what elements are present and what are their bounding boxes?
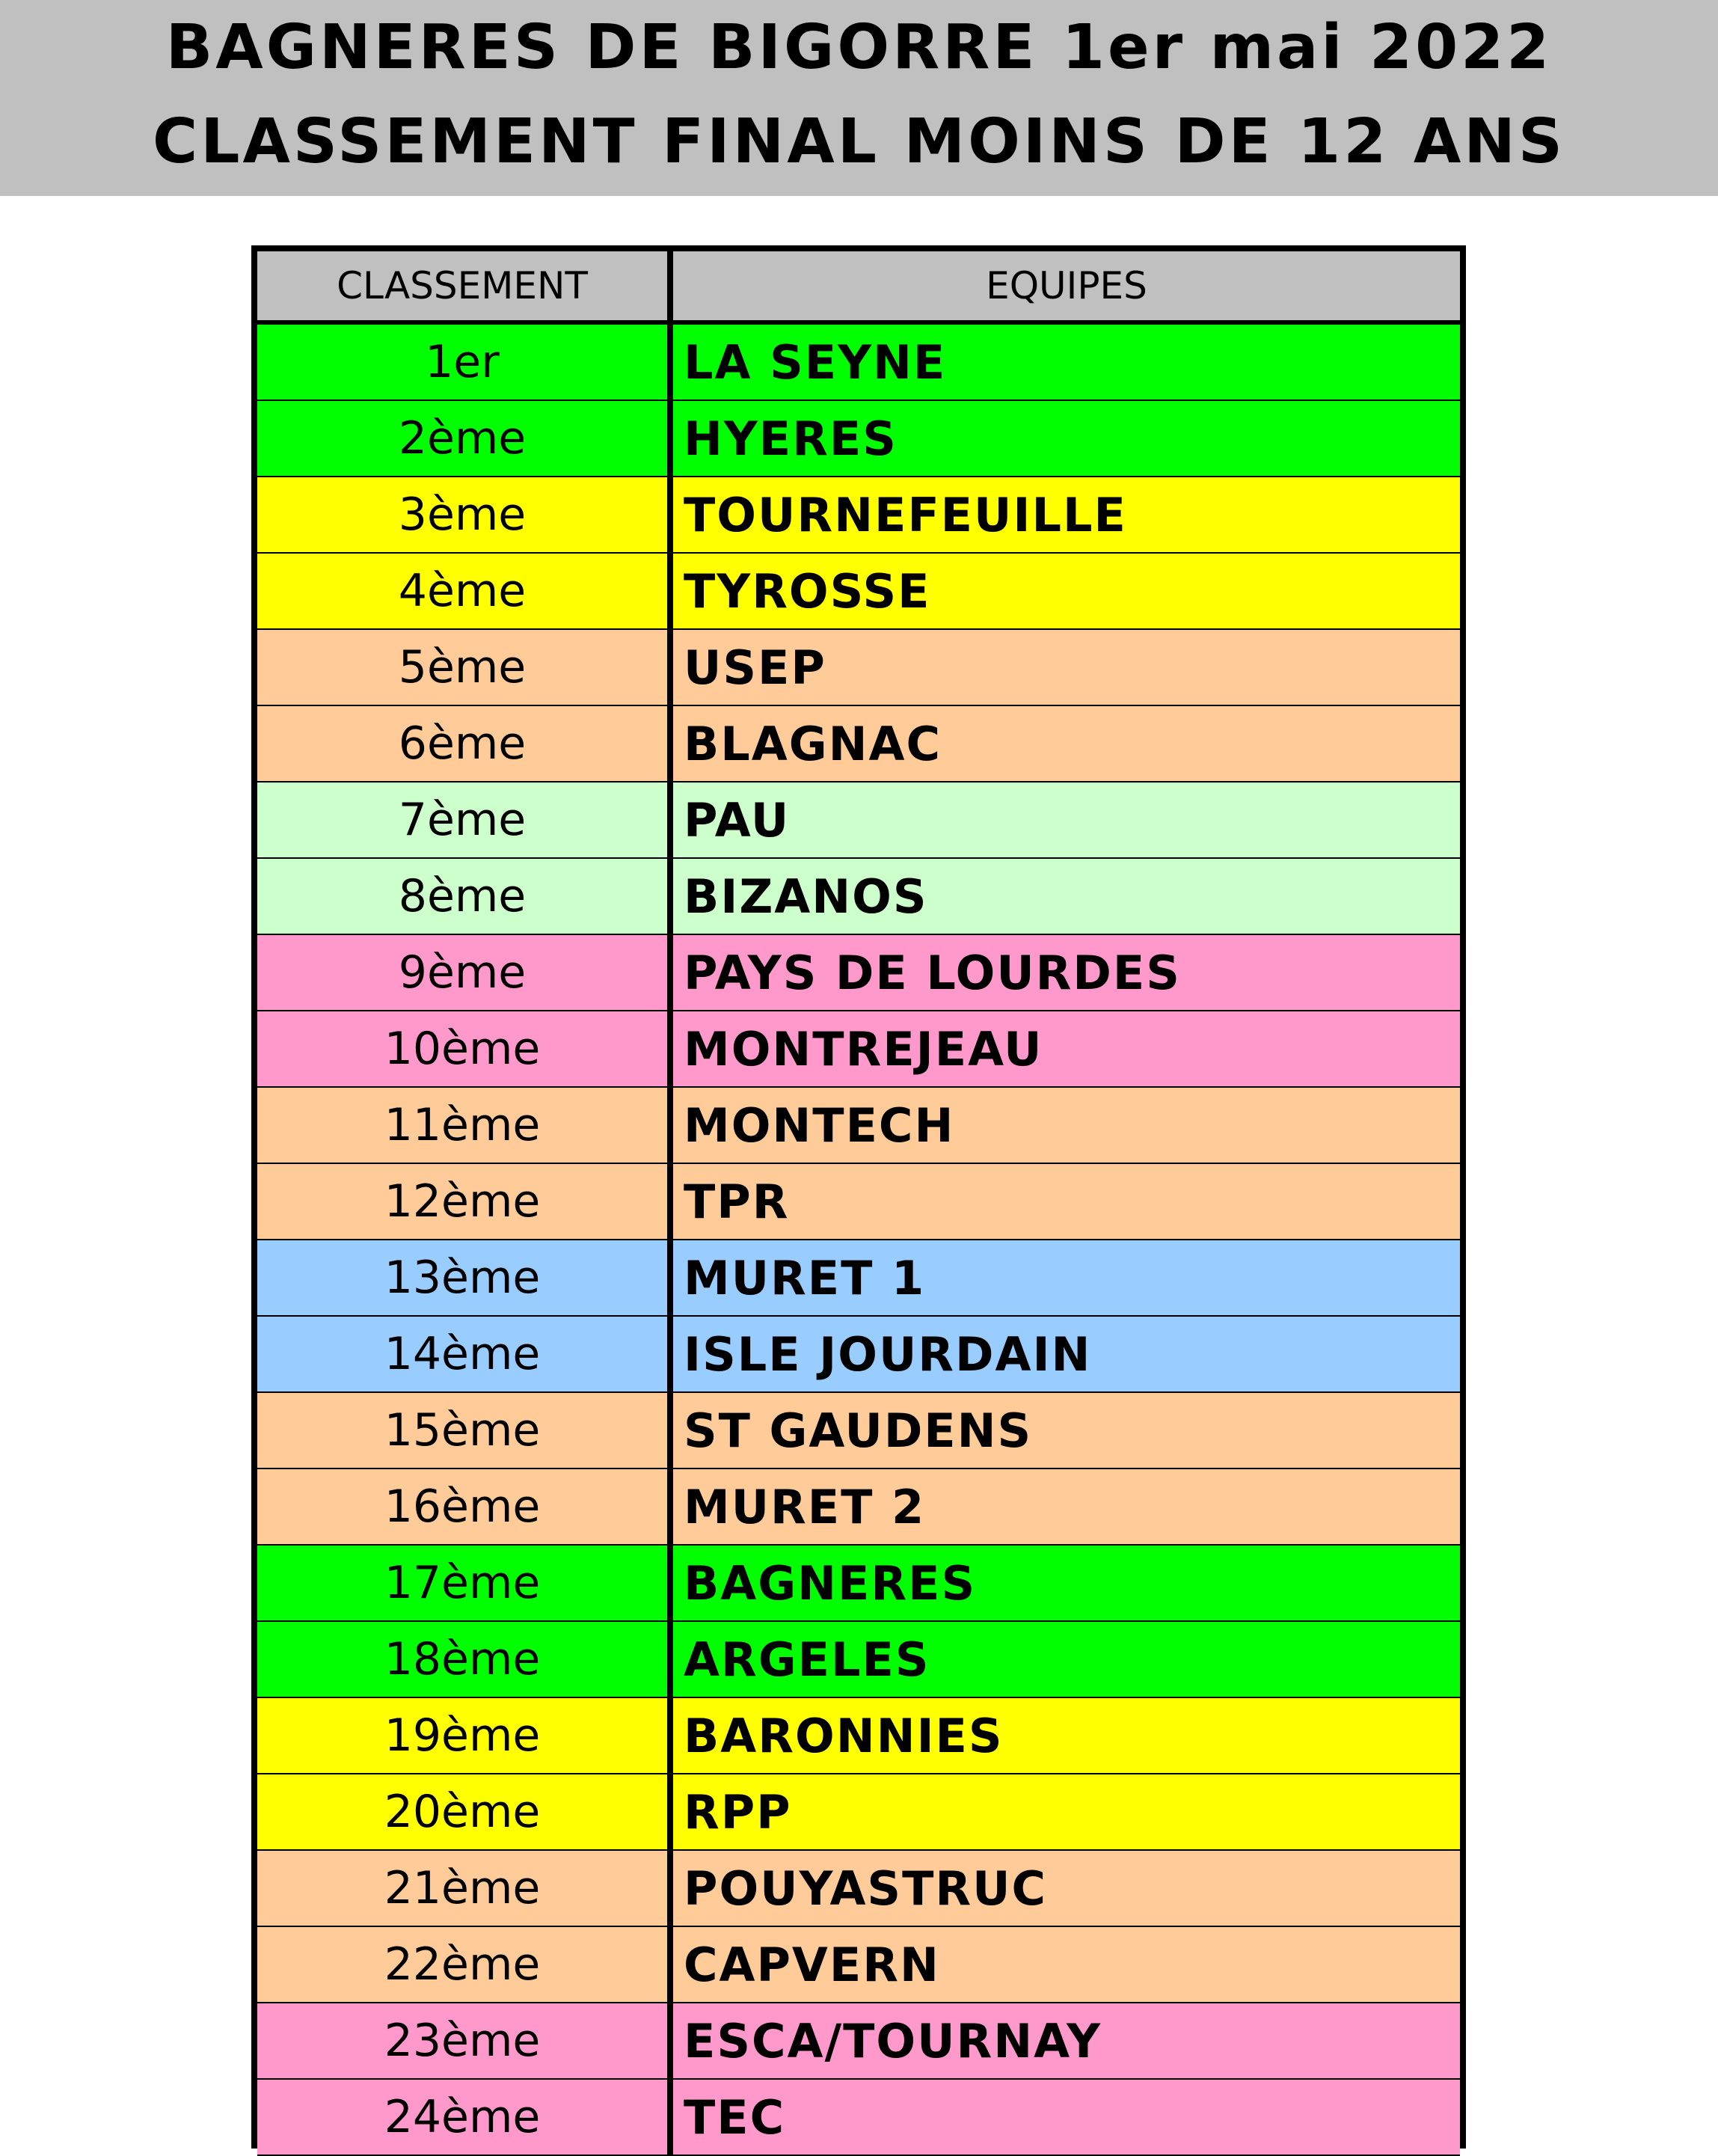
document-subtitle: CLASSEMENT FINAL MOINS DE 12 ANS <box>153 106 1565 177</box>
team-cell: TYROSSE <box>684 563 931 619</box>
table-row <box>257 630 1460 706</box>
team-cell: BLAGNAC <box>684 716 942 771</box>
table-row <box>257 1393 1460 1469</box>
rank-cell: 10ème <box>257 1011 673 1086</box>
rank-cell: 3ème <box>257 477 673 552</box>
team-cell: BARONNIES <box>684 1708 1004 1763</box>
table-row <box>257 1011 1460 1088</box>
rank-cell: 8ème <box>257 859 673 934</box>
header-team: EQUIPES <box>986 264 1147 307</box>
team-cell: TPR <box>684 1174 790 1229</box>
table-row <box>257 1927 1460 2003</box>
team-cell: MURET 2 <box>684 1479 926 1534</box>
table-row <box>257 1546 1460 1622</box>
rank-cell: 15ème <box>257 1393 673 1468</box>
table-row <box>257 1317 1460 1393</box>
table-row <box>257 1469 1460 1546</box>
table-row <box>257 1240 1460 1317</box>
rank-cell: 5ème <box>257 630 673 705</box>
rank-cell: 19ème <box>257 1698 673 1773</box>
team-cell: TOURNEFEUILLE <box>684 487 1127 542</box>
table-row <box>257 859 1460 935</box>
team-cell: RPP <box>684 1784 792 1840</box>
rank-cell: 9ème <box>257 935 673 1010</box>
table-row <box>257 783 1460 859</box>
table-row <box>257 325 1460 401</box>
rank-cell: 14ème <box>257 1317 673 1391</box>
team-cell: MONTECH <box>684 1097 955 1153</box>
team-cell: PAU <box>684 792 791 848</box>
rank-cell: 13ème <box>257 1240 673 1315</box>
table-header-row <box>257 251 1460 325</box>
table-row <box>257 706 1460 783</box>
rank-cell: 24ème <box>257 2080 673 2155</box>
team-cell: PAYS DE LOURDES <box>684 945 1181 1000</box>
team-cell: MONTREJEAU <box>684 1021 1043 1077</box>
table-row <box>257 554 1460 630</box>
team-cell: TEC <box>684 2089 786 2145</box>
rank-cell: 22ème <box>257 1927 673 2002</box>
rank-cell: 17ème <box>257 1546 673 1620</box>
rank-cell: 23ème <box>257 2003 673 2078</box>
header-rank: CLASSEMENT <box>257 251 673 320</box>
table-row <box>257 935 1460 1011</box>
team-cell: USEP <box>684 640 826 695</box>
team-cell: ARGELES <box>684 1632 930 1687</box>
table-row <box>257 2080 1460 2156</box>
table-row <box>257 1774 1460 1851</box>
table-row <box>257 401 1460 477</box>
team-cell: LA SEYNE <box>684 334 947 390</box>
rank-cell: 2ème <box>257 401 673 476</box>
rank-cell: 18ème <box>257 1622 673 1697</box>
table-row <box>257 477 1460 554</box>
rank-cell: 21ème <box>257 1851 673 1926</box>
table-row <box>257 1164 1460 1240</box>
team-cell: HYERES <box>684 411 898 466</box>
table-row <box>257 2003 1460 2080</box>
rank-cell: 1er <box>257 325 673 399</box>
table-row <box>257 1851 1460 1927</box>
rank-cell: 4ème <box>257 554 673 628</box>
team-cell: POUYASTRUC <box>684 1861 1047 1916</box>
rank-cell: 12ème <box>257 1164 673 1239</box>
table-row <box>257 1622 1460 1698</box>
rank-cell: 7ème <box>257 783 673 857</box>
table-row <box>257 1088 1460 1164</box>
document-title: BAGNERES DE BIGORRE 1er mai 2022 <box>165 12 1553 83</box>
team-cell: BIZANOS <box>684 869 928 924</box>
rank-cell: 6ème <box>257 706 673 781</box>
team-cell: MURET 1 <box>684 1250 926 1305</box>
team-cell: ST GAUDENS <box>684 1403 1033 1458</box>
rank-cell: 20ème <box>257 1774 673 1849</box>
team-cell: CAPVERN <box>684 1937 940 1992</box>
rank-cell: 11ème <box>257 1088 673 1163</box>
team-cell: ISLE JOURDAIN <box>684 1326 1092 1382</box>
title-band <box>0 0 1718 196</box>
team-cell: ESCA/TOURNAY <box>684 2013 1102 2068</box>
rank-cell: 16ème <box>257 1469 673 1544</box>
table-row <box>257 1698 1460 1774</box>
ranking-table <box>251 245 1466 2149</box>
team-cell: BAGNERES <box>684 1555 977 1611</box>
